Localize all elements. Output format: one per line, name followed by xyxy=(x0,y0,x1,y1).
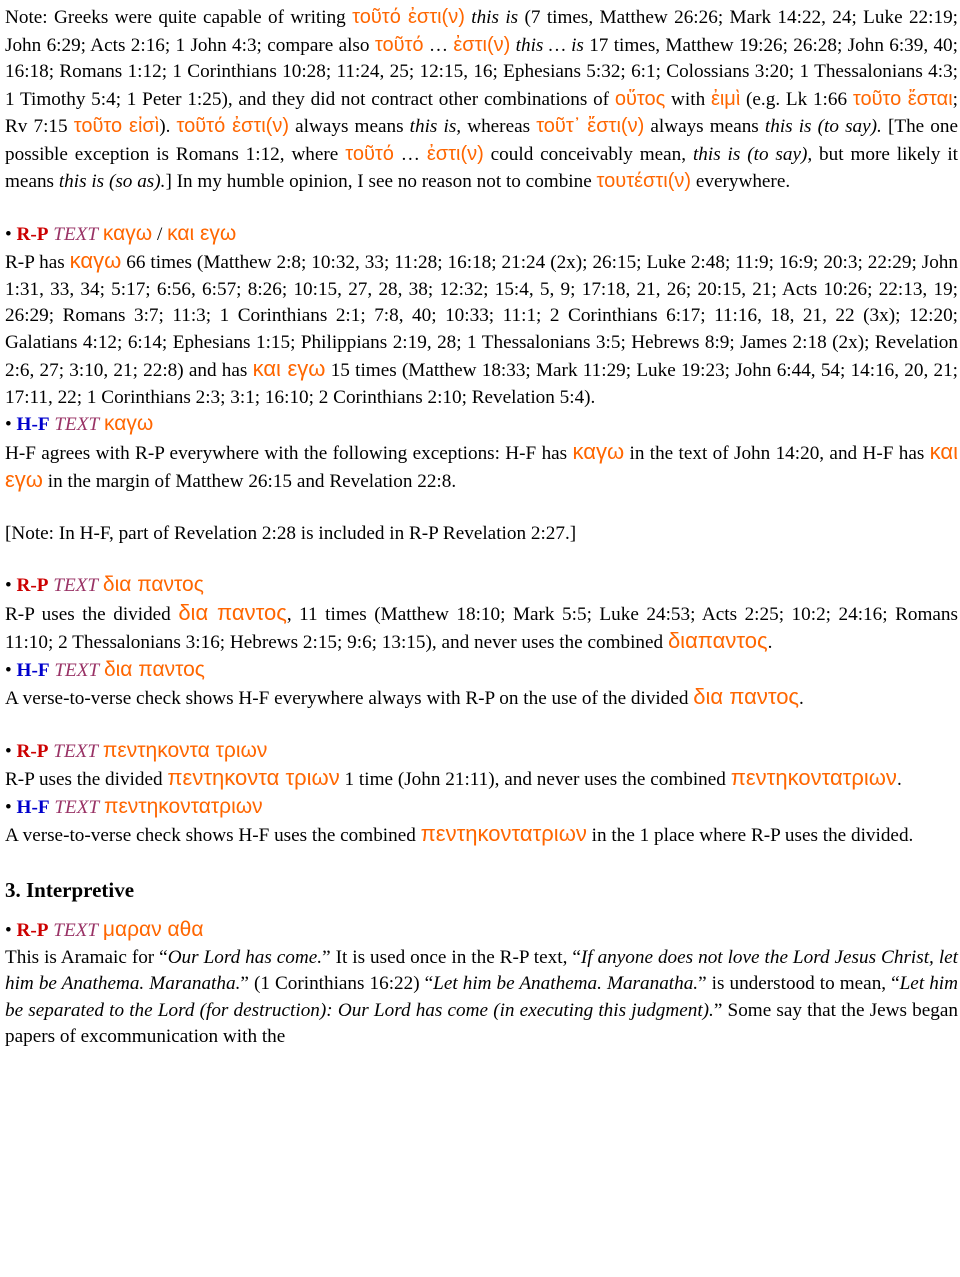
hf-label: H-F xyxy=(16,414,50,435)
entry-body-rp-dia-pantos xyxy=(5,600,958,657)
body-text: 1 time (John 21:11), and never uses the combined xyxy=(339,769,731,790)
greek-word: ἐιμὶ xyxy=(710,87,741,110)
body-text: in the text of John 14:20, and H-F has xyxy=(624,442,930,464)
english-gloss: this is xyxy=(471,7,519,28)
document-page xyxy=(5,4,958,1051)
note-text: could conceivably mean, xyxy=(490,143,693,165)
ellipsis: … xyxy=(423,34,454,56)
text-tag: TEXT xyxy=(54,414,100,435)
body-text: 66 times (Matthew 2:8; 10:32, 33; 11:28; 16:18; 21:24 (2x); 26:15; Luke 2:48; 11:9; 16:9; 20:3; 22:29; John 1:31, 33, 34; 5:17; 6:56, 6:57; 8:26; 10:15, 27, 28, 38; 12:32; 15:4, 5, 9; 17:18, 21, 26; 20:15, 21; Acts 10:26; 22:13, 19; 26:29; Romans 3:7; 11:3; 1 Corinthians 2:1; 7:8, 40; 10:33; 11:1; 2 Corinthians 6:17; 11:16, 18, 21, 22 (3x); 12:20; Galatians 4:12; 6:14; Ephesians 1:15; Philippians 2:19, 28; 1 Thessalonians 3:5; Hebrews 8:9; James 2:18 (2x); Revelation 2:6, 27; 3:10, 21; 22:8) and has xyxy=(5,252,958,381)
text-tag: TEXT xyxy=(53,740,99,762)
note-text: ] In my humble opinion, I see no reason not to combine xyxy=(165,171,597,192)
greek-word: διαπαντος xyxy=(667,628,768,653)
entry-heading-hf-dia-pantos xyxy=(5,657,958,685)
revelation-note: [Note: In H-F, part of Revelation 2:28 is included in R-P Revelation 2:27.] xyxy=(5,522,577,544)
greek-word: πεντηκοντα τριων xyxy=(167,765,340,790)
bullet-icon: • xyxy=(5,796,12,818)
english-gloss: this is (so as). xyxy=(58,171,166,192)
text-tag: TEXT xyxy=(53,575,99,596)
greek-word: και εγω xyxy=(5,438,958,492)
english-gloss: Let him be Anathema. Maranatha. xyxy=(433,973,699,994)
greek-word: καγω xyxy=(572,438,625,464)
greek-word: τοῦτό ἐστι(ν) xyxy=(176,115,289,137)
entry-heading-rp-maran-atha xyxy=(5,917,958,945)
text-tag: TEXT xyxy=(54,796,100,818)
greek-word: δια παντος xyxy=(693,684,800,709)
body-text: R-P uses the divided xyxy=(5,603,179,625)
note-text: (7 times, Matthew 26:26; Mark 14:22, 24; Luke 22:19; John 6:29; Acts 2:16; 1 John 4:3; compare also xyxy=(5,7,958,56)
section-title: 3. Interpretive xyxy=(5,877,135,902)
bullet-icon: • xyxy=(5,659,12,681)
entry-heading-rp-dia-pantos xyxy=(5,572,958,600)
entry-heading-hf-kagw xyxy=(5,411,958,439)
text-tag: TEXT xyxy=(54,659,100,681)
greek-word: τουτέστι(ν) xyxy=(596,170,692,192)
greek-word: πεντηκοντα τριων xyxy=(102,738,268,762)
greek-word: δια παντος xyxy=(178,599,287,625)
rp-label: R-P xyxy=(16,223,49,245)
english-gloss: Let him be separated to the Lord (for destruction): Our Lord has come (in executing this judgment). xyxy=(5,973,958,1021)
ellipsis: … xyxy=(393,143,427,165)
entry-body-hf-pentekontatriwn xyxy=(5,821,958,850)
body-text: , 11 times (Matthew 18:10; Mark 5:5; Luke 24:53; Acts 2:25; 10:2; 24:16; Romans 11:10; 2 Thessalonians 3:16; Hebrews 2:15; 9:6; 13:15), and never uses the combined xyxy=(5,603,958,653)
greek-word: πεντηκοντατριων xyxy=(103,794,263,818)
greek-word: τοῦτό xyxy=(374,33,424,56)
body-text: 15 times (Matthew 18:33; Mark 11:29; Luke 19:23; John 6:44, 54; 14:16, 20, 21; 17:11, 22; 1 Corinthians 2:3; 3:1; 16:10; 2 Corinthians 2:10; Revelation 5:4). xyxy=(5,360,959,408)
bullet-icon: • xyxy=(5,223,12,245)
rp-label: R-P xyxy=(16,740,49,762)
note-text: [The one possible exception is Romans 1:12, where xyxy=(5,116,958,165)
bullet-icon: • xyxy=(5,414,12,435)
note-text: everywhere. xyxy=(695,171,791,192)
english-gloss: this … is xyxy=(515,34,584,56)
note-text: but more likely it means xyxy=(5,143,958,192)
greek-word: μαραν αθα xyxy=(102,918,204,941)
greek-word: τοῦτό xyxy=(345,142,394,165)
body-text: ” (1 Corinthians 16:22) “ xyxy=(240,973,434,994)
greek-word: καγω xyxy=(69,248,122,273)
bullet-icon: • xyxy=(5,920,12,941)
note-text: always means xyxy=(295,116,410,137)
english-gloss: this is, xyxy=(409,116,462,137)
greek-word: τοῦτο ἔσται xyxy=(852,87,953,110)
body-text: A verse-to-verse check shows H-F everywhere always with R-P on the use of the divided xyxy=(5,688,694,709)
separator: / xyxy=(152,223,168,245)
body-text: R-P has xyxy=(5,252,70,273)
hf-label: H-F xyxy=(16,659,50,681)
note-text: Note: Greeks were quite capable of writing xyxy=(5,7,353,28)
greek-word: και εγω xyxy=(167,221,237,245)
body-text: . xyxy=(767,632,773,653)
body-text: . xyxy=(896,769,902,790)
entry-body-rp-pentekonta xyxy=(5,765,958,794)
greek-word: τοῦτ᾽ ἔστι(ν) xyxy=(536,115,645,137)
entry-heading-hf-pentekontatriwn xyxy=(5,794,958,822)
note-text: ; Rv 7:15 xyxy=(5,88,958,137)
body-text: ” Some say that the Jews began papers of excommunication with the xyxy=(5,999,958,1047)
note-text: with xyxy=(665,88,711,110)
body-text: in the 1 place where R-P uses the divided. xyxy=(586,825,914,846)
entry-heading-rp-pentekonta xyxy=(5,738,958,766)
entry-body-hf-kagw xyxy=(5,439,958,496)
bullet-icon: • xyxy=(5,575,12,596)
rp-label: R-P xyxy=(16,920,49,941)
entry-body-rp-maran-atha xyxy=(5,945,958,1051)
body-text: ” It is used once in the R-P text, “ xyxy=(322,946,581,968)
english-gloss: this is (to say), xyxy=(692,143,813,165)
english-gloss: Our Lord has come. xyxy=(167,946,323,968)
greek-word: οὕτος xyxy=(614,87,666,110)
body-text: . xyxy=(799,688,804,709)
english-gloss: this is (to say). xyxy=(764,116,882,137)
note-text: 17 times, Matthew 19:26; 26:28; John 6:39, 40; 16:18; Romans 1:12; 1 Corinthians 10:28; 11:24, 25; 12:15, 16; Ephesians 5:32; 6:1; Colossians 3:20; 1 Thessalonians 4:3; 1 Timothy 5:4; 1 Peter 1:25), and they did not contract other combinations of xyxy=(5,34,958,110)
body-text: in the margin of Matthew 26:15 and Revelation 22:8. xyxy=(42,471,457,492)
greek-word: καγω xyxy=(102,221,153,245)
body-text: H-F agrees with R-P everywhere with the following exceptions: H-F has xyxy=(5,442,573,464)
body-text: This is Aramaic for “ xyxy=(5,946,168,968)
note-text: always means xyxy=(650,116,765,137)
greek-word: ἐστι(ν) xyxy=(453,33,511,56)
bullet-icon: • xyxy=(5,740,12,762)
text-tag: TEXT xyxy=(53,920,99,941)
body-text: R-P uses the divided xyxy=(5,769,168,790)
greek-word: δια παντος xyxy=(103,657,205,681)
text-tag: TEXT xyxy=(53,223,99,245)
greek-word: τοῦτο εἰσὶ xyxy=(73,115,160,137)
body-text: ” is understood to mean, “ xyxy=(698,973,900,994)
greek-word: δια παντος xyxy=(102,573,204,596)
note-paragraph xyxy=(5,4,958,196)
note-text: ). xyxy=(159,116,177,137)
entry-body-rp-kagw xyxy=(5,248,958,411)
greek-word: τοῦτό ἐστι(ν) xyxy=(352,6,465,28)
note-text: whereas xyxy=(461,116,537,137)
greek-word: καγω xyxy=(103,412,154,435)
note-text: (e.g. Lk 1:66 xyxy=(740,88,853,110)
english-gloss: If anyone does not love the Lord Jesus Christ, let him be Anathema. Maranatha. xyxy=(5,946,958,994)
entry-body-hf-dia-pantos xyxy=(5,684,958,713)
hf-label: H-F xyxy=(16,796,50,818)
greek-word: πεντηκοντατριων xyxy=(730,765,897,790)
greek-word: πεντηκοντατριων xyxy=(420,821,587,846)
entry-heading-rp-kagw xyxy=(5,221,958,249)
greek-word: ἐστι(ν) xyxy=(426,142,484,165)
rp-label: R-P xyxy=(16,575,49,596)
body-text: A verse-to-verse check shows H-F uses the combined xyxy=(5,825,421,846)
greek-word: και εγω xyxy=(252,356,326,381)
